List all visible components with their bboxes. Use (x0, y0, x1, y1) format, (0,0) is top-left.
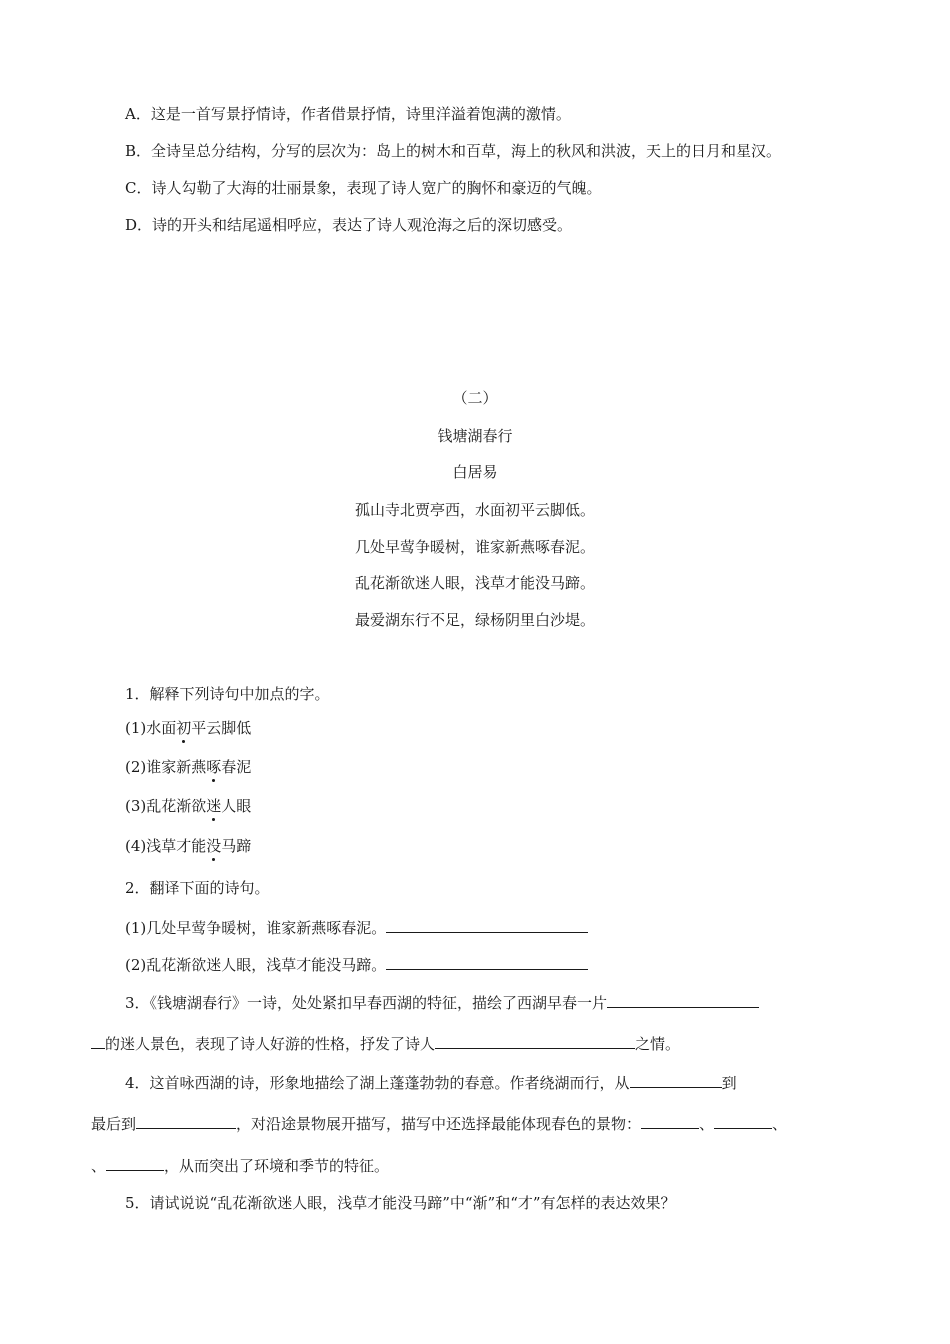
option-d: D．诗的开头和结尾遥相呼应，表达了诗人观沧海之后的深切感受。 (125, 216, 573, 234)
q2-item-2: (2)乱花渐欲迷人眼，浅草才能没马蹄。 (125, 953, 588, 975)
q1-item-1: (1)水面初平云脚低 (125, 719, 252, 737)
option-a: A．这是一首写景抒情诗，作者借景抒情，诗里洋溢着饱满的激情。 (125, 105, 571, 123)
q1-item-4: (4)浅草才能没马蹄 (125, 837, 252, 855)
answer-blank[interactable] (106, 1154, 164, 1171)
poem-title: 钱塘湖春行 (437, 427, 513, 445)
answer-blank[interactable] (630, 1071, 722, 1088)
q2-prompt: 2．翻译下面的诗句。 (125, 879, 270, 897)
q3-line-1: 3．《钱塘湖春行》一诗，处处紧扣早春西湖的特征，描绘了西湖早春一片 (125, 991, 759, 1013)
dotted-char: 没 (206, 837, 222, 855)
answer-blank[interactable] (136, 1112, 236, 1129)
q1-item-3: (3)乱花渐欲迷人眼 (125, 797, 252, 815)
poem-line-1: 孤山寺北贾亭西，水面初平云脚低。 (354, 501, 595, 519)
q4-line-1: 4．这首咏西湖的诗，形象地描绘了湖上蓬蓬勃勃的春意。作者绕湖而行，从 到 (125, 1071, 737, 1093)
poem-line-2: 几处早莺争暖树，谁家新燕啄春泥。 (354, 538, 595, 556)
dotted-char: 初 (176, 719, 192, 737)
q1-item-2: (2)谁家新燕啄春泥 (125, 758, 252, 776)
q4-line-2: 最后到 ，对沿途景物展开描写，描写中还选择最能体现春色的景物： 、 、 (91, 1112, 787, 1134)
q4-line-3: 、 ，从而突出了环境和季节的特征。 (91, 1154, 389, 1176)
poem-line-4: 最爱湖东行不足，绿杨阴里白沙堤。 (354, 611, 595, 629)
q2-item-1: (1)几处早莺争暖树，谁家新燕啄春泥。 (125, 916, 588, 938)
option-c: C．诗人勾勒了大海的壮丽景象，表现了诗人宽广的胸怀和豪迈的气魄。 (125, 179, 602, 197)
option-b: B．全诗呈总分结构，分写的层次为：岛上的树木和百草，海上的秋风和洪波，天上的日月和星汉。 (125, 142, 782, 160)
answer-blank[interactable] (435, 1032, 635, 1049)
answer-blank[interactable] (714, 1112, 772, 1129)
dotted-char: 迷 (206, 797, 222, 815)
poem-author: 白居易 (452, 463, 498, 481)
poem-line-3: 乱花渐欲迷人眼，浅草才能没马蹄。 (354, 574, 595, 592)
q3-line-2: 的迷人景色，表现了诗人好游的性格，抒发了诗人 之情。 (91, 1032, 680, 1054)
dotted-char: 啄 (206, 758, 222, 776)
answer-blank[interactable] (91, 1032, 105, 1049)
section-number: （二） (452, 389, 498, 407)
answer-blank[interactable] (641, 1112, 699, 1129)
answer-blank[interactable] (607, 991, 759, 1008)
answer-blank[interactable] (386, 916, 588, 933)
answer-blank[interactable] (386, 953, 588, 970)
q1-prompt: 1．解释下列诗句中加点的字。 (125, 685, 330, 703)
q5-prompt: 5．请试说说“乱花渐欲迷人眼，浅草才能没马蹄”中“渐”和“才”有怎样的表达效果？ (125, 1194, 676, 1212)
